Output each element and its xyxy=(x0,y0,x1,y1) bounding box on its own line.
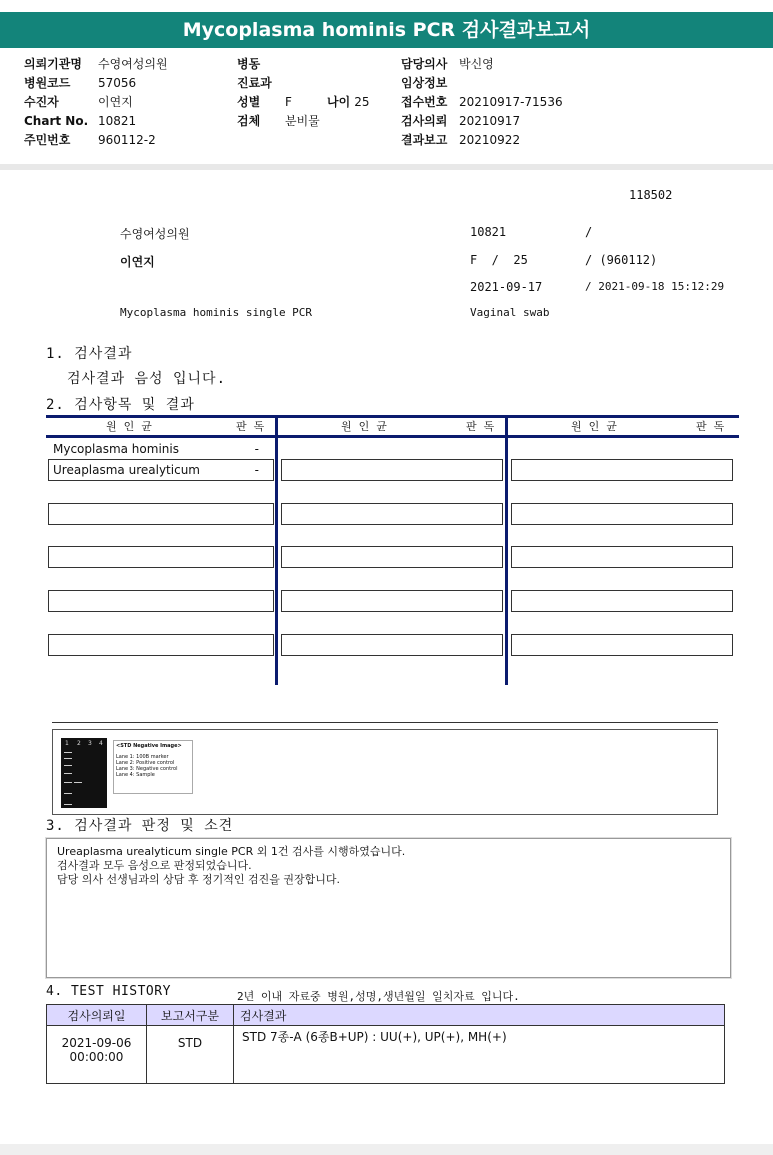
opinion-line: Ureaplasma urealyticum single PCR 외 1건 검사를 시행하였습니다. xyxy=(57,845,406,858)
result-row-empty xyxy=(281,459,503,481)
gel-band xyxy=(74,782,82,783)
summary-patient: 이연지 xyxy=(120,255,155,269)
section1-title: 1. 검사결과 xyxy=(46,346,133,362)
section4-title: 4. TEST HISTORY xyxy=(46,984,171,999)
summary-specimen: Vaginal swab xyxy=(470,306,550,319)
header-age xyxy=(327,93,369,112)
label-sex: 성별 xyxy=(237,95,261,109)
result-row-empty xyxy=(511,459,733,481)
summary-report-datetime: / 2021-09-18 15:12:29 xyxy=(585,280,725,293)
label-requesting-clinic: 의뢰기관명 xyxy=(24,57,82,71)
label-chart-no: Chart No. xyxy=(24,114,89,128)
value-receipt-no: 20210917-71536 xyxy=(459,95,563,109)
header-separator xyxy=(0,164,773,170)
summary-chart-slash: / xyxy=(585,225,593,239)
gel-band xyxy=(64,793,72,794)
value-sex: F xyxy=(285,95,292,109)
label-receipt-no: 접수번호 xyxy=(401,95,448,109)
result-judgement: - xyxy=(254,463,259,477)
result-row-empty xyxy=(281,546,503,568)
history-date-cell xyxy=(47,1026,147,1084)
header-col3 xyxy=(401,55,563,150)
value-specimen: 분비물 xyxy=(285,114,320,128)
result-row xyxy=(48,459,274,481)
gel-band xyxy=(64,804,72,805)
results-column-divider xyxy=(275,415,278,685)
gel-legend-line: Lane 4: Sample xyxy=(116,772,155,778)
label-age: 나이 xyxy=(327,95,351,109)
value-chart-no: 10821 xyxy=(98,114,137,128)
summary-clinic: 수영여성의원 xyxy=(120,227,190,241)
opinion-line: 검사결과 모두 음성으로 판정되었습니다. xyxy=(57,859,252,872)
history-row xyxy=(47,1026,725,1084)
label-result-report: 결과보고 xyxy=(401,133,448,147)
label-specimen: 검체 xyxy=(237,114,261,128)
section3-title: 3. 검사결과 판정 및 소견 xyxy=(46,818,234,834)
summary-sex-age: F / 25 xyxy=(470,253,528,267)
gel-legend-line: Lane 3: Negative control xyxy=(116,766,178,772)
image-top-rule xyxy=(52,722,718,723)
gel-band xyxy=(64,773,72,774)
gel-band xyxy=(64,782,72,783)
section2-title: 2. 검사항목 및 결과 xyxy=(46,397,195,413)
label-ward: 병동 xyxy=(237,57,261,71)
gel-legend xyxy=(113,740,193,794)
report-number: 118502 xyxy=(629,188,673,202)
history-header-result: 검사결과 xyxy=(234,1005,725,1026)
summary-test-name: Mycoplasma hominis single PCR xyxy=(120,306,313,319)
result-row-empty xyxy=(511,634,733,656)
result-row-empty xyxy=(511,503,733,525)
gel-electrophoresis-image xyxy=(61,738,107,808)
result-row xyxy=(48,438,274,460)
value-resident-no: 960112-2 xyxy=(98,133,156,147)
history-header-date: 검사의뢰일 xyxy=(47,1005,147,1026)
result-row-empty xyxy=(48,546,274,568)
result-row-empty xyxy=(48,590,274,612)
result-row-empty xyxy=(48,503,274,525)
label-department: 진료과 xyxy=(237,76,272,90)
header-col1 xyxy=(24,55,168,150)
result-row-empty xyxy=(281,503,503,525)
col-header-judgement: 판 독 xyxy=(696,420,725,433)
value-requesting-clinic: 수영여성의원 xyxy=(98,57,168,71)
result-row-empty xyxy=(48,634,274,656)
summary-chart-no: 10821 xyxy=(470,225,507,239)
result-row-empty xyxy=(281,634,503,656)
result-judgement: - xyxy=(254,442,259,456)
gel-lane-number: 2 xyxy=(77,740,81,747)
col-header-judgement: 판 독 xyxy=(236,420,265,433)
label-clinical-info: 임상정보 xyxy=(401,76,448,90)
result-row-empty xyxy=(281,590,503,612)
value-doctor: 박신영 xyxy=(459,57,494,71)
gel-lane-number: 4 xyxy=(99,740,103,747)
result-row-empty xyxy=(511,546,733,568)
result-organism: Ureaplasma urealyticum xyxy=(53,463,200,477)
value-test-request: 20210917 xyxy=(459,114,521,128)
summary-request-date: 2021-09-17 xyxy=(470,280,543,294)
gel-band xyxy=(64,752,72,753)
value-hospital-code: 57056 xyxy=(98,76,137,90)
history-result: STD 7종-A (6종B+UP) : UU(+), UP(+), MH(+) xyxy=(234,1026,725,1084)
history-table xyxy=(46,1004,725,1084)
result-organism: Mycoplasma hominis xyxy=(53,442,179,456)
results-column-divider xyxy=(505,415,508,685)
value-result-report: 20210922 xyxy=(459,133,521,147)
label-test-request: 검사의뢰 xyxy=(401,114,448,128)
gel-legend-line: Lane 2: Positive control xyxy=(116,760,175,766)
history-header-type: 보고서구분 xyxy=(147,1005,234,1026)
gel-band xyxy=(64,758,72,759)
value-patient: 이연지 xyxy=(98,95,133,109)
history-header-row xyxy=(47,1005,725,1026)
history-note: 2년 이내 자료중 병원,성명,생년월일 일치자료 입니다. xyxy=(237,990,520,1003)
gel-image-frame xyxy=(52,729,718,815)
label-patient: 수진자 xyxy=(24,95,59,109)
history-date: 2021-09-06 xyxy=(61,1036,132,1050)
col-header-organism: 원 인 균 xyxy=(341,420,387,433)
col-header-organism: 원 인 균 xyxy=(571,420,617,433)
section1-result-text: 검사결과 음성 입니다. xyxy=(67,371,227,387)
opinion-line: 담당 의사 선생님과의 상담 후 정기적인 검진을 권장합니다. xyxy=(57,873,340,886)
label-resident-no: 주민번호 xyxy=(24,133,71,147)
gel-lane-number: 3 xyxy=(88,740,92,747)
opinion-box xyxy=(46,838,731,978)
history-time: 00:00:00 xyxy=(69,1050,124,1064)
header-col2 xyxy=(237,55,320,131)
footer-bar xyxy=(0,1144,773,1155)
label-hospital-code: 병원코드 xyxy=(24,76,71,90)
result-row-empty xyxy=(511,590,733,612)
col-header-judgement: 판 독 xyxy=(466,420,495,433)
gel-lane-number: 1 xyxy=(65,740,69,747)
report-title: Mycoplasma hominis PCR 검사결과보고서 xyxy=(0,12,773,48)
results-grid xyxy=(46,415,739,685)
label-doctor: 담당의사 xyxy=(401,57,448,71)
history-type: STD xyxy=(147,1026,234,1084)
gel-legend-title: <STD Negative Image> xyxy=(116,743,182,749)
gel-legend-line: Lane 1: 100B marker xyxy=(116,754,169,760)
gel-band xyxy=(64,765,72,766)
value-age: 25 xyxy=(354,95,370,109)
col-header-organism: 원 인 균 xyxy=(106,420,152,433)
summary-birth: / (960112) xyxy=(585,253,658,267)
